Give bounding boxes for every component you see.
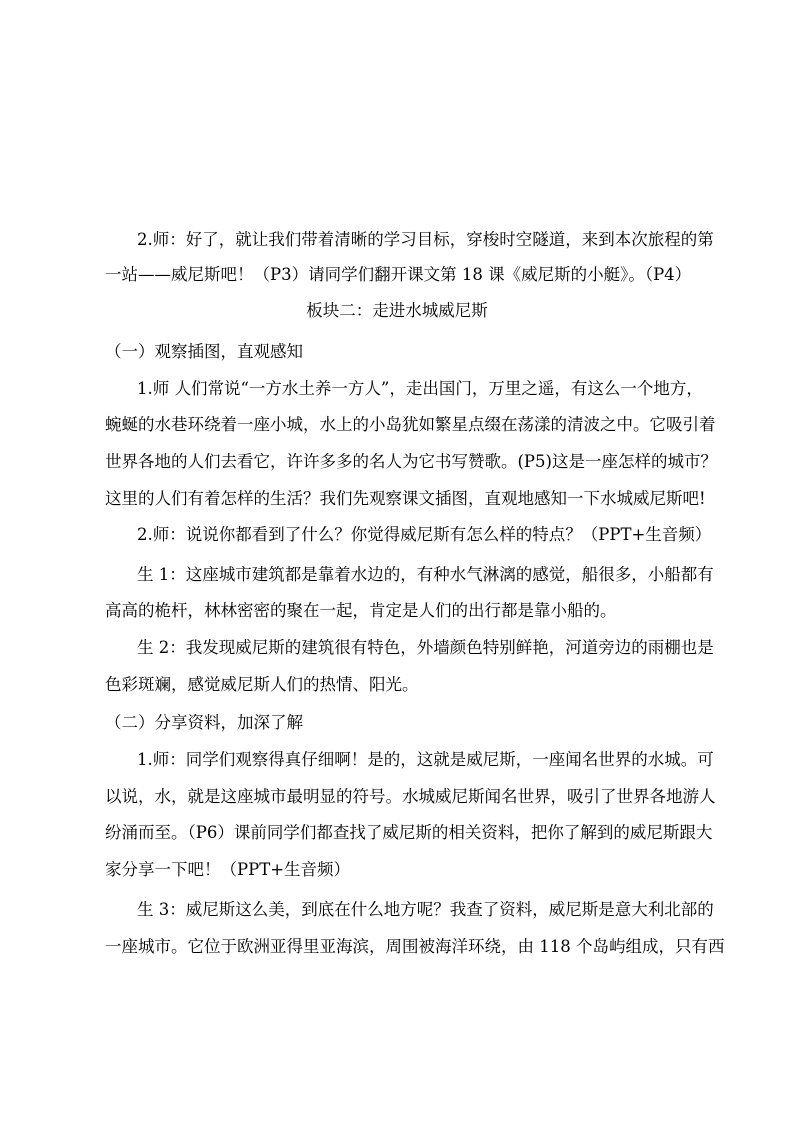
sub-heading: （一）观察插图，直观感知 — [105, 342, 303, 361]
sub-heading: （二）分享资料，加深了解 — [105, 713, 303, 732]
paragraph-line: 色彩斑斓，感觉威尼斯人们的热情、阳光。 — [105, 675, 419, 694]
paragraph-line: 1.师 人们常说“一方水土养一方人”，走出国门，万里之遥，有这么一个地方， — [137, 379, 703, 398]
paragraph-line: 以说，水，就是这座城市最明显的符号。水城威尼斯闻名世界，吸引了世界各地游人 — [105, 787, 716, 806]
section-heading: 板块二：走进水城威尼斯 — [306, 301, 488, 320]
paragraph-line: 2.师：好了，就让我们带着清晰的学习目标，穿梭时空隧道，来到本次旅程的第 — [137, 230, 714, 249]
paragraph-line: 2.师：说说你都看到了什么？你觉得威尼斯有怎么样的特点？（PPT+生音频） — [137, 525, 712, 544]
paragraph-line: 生 3：威尼斯这么美，到底在什么地方呢？我查了资料，威尼斯是意大利北部的 — [137, 900, 714, 919]
paragraph-line: 这里的人们有着怎样的生活？我们先观察课文插图，直观地感知一下水城威尼斯吧! — [105, 489, 706, 508]
paragraph-line: 一座城市。它位于欧洲亚得里亚海滨，周围被海洋环绕，由 118 个岛屿组成，只有西 — [105, 937, 725, 956]
paragraph-line: 生 1：这座城市建筑都是靠着水边的，有种水气淋漓的感觉，船很多，小船都有 — [137, 565, 714, 584]
paragraph-line: 纷涌而至。（P6）课前同学们都查找了威尼斯的相关资料，把你了解到的威尼斯跟大 — [105, 823, 713, 842]
paragraph-line: 家分享一下吧！（PPT+生音频） — [105, 860, 351, 879]
paragraph-line: 世界各地的人们去看它，许许多多的名人为它书写赞歌。(P5)这是一座怎样的城市？ — [105, 452, 717, 471]
paragraph-line: 1.师：同学们观察得真仔细啊！是的，这就是威尼斯，一座闻名世界的水城。可 — [137, 750, 714, 769]
paragraph-line: 生 2：我发现威尼斯的建筑很有特色，外墙颜色特别鲜艳，河道旁边的雨棚也是 — [137, 638, 714, 657]
paragraph-line: 高高的桅杆，林林密密的聚在一起，肯定是人们的出行都是靠小船的。 — [105, 601, 617, 620]
paragraph-line: 蜿蜒的水巷环绕着一座小城，水上的小岛犹如繁星点缀在荡漾的清波之中。它吸引着 — [105, 415, 716, 434]
paragraph-line: 一站——威尼斯吧！（P3）请同学们翻开课文第 18 课《威尼斯的小艇》。（P4） — [105, 265, 692, 284]
